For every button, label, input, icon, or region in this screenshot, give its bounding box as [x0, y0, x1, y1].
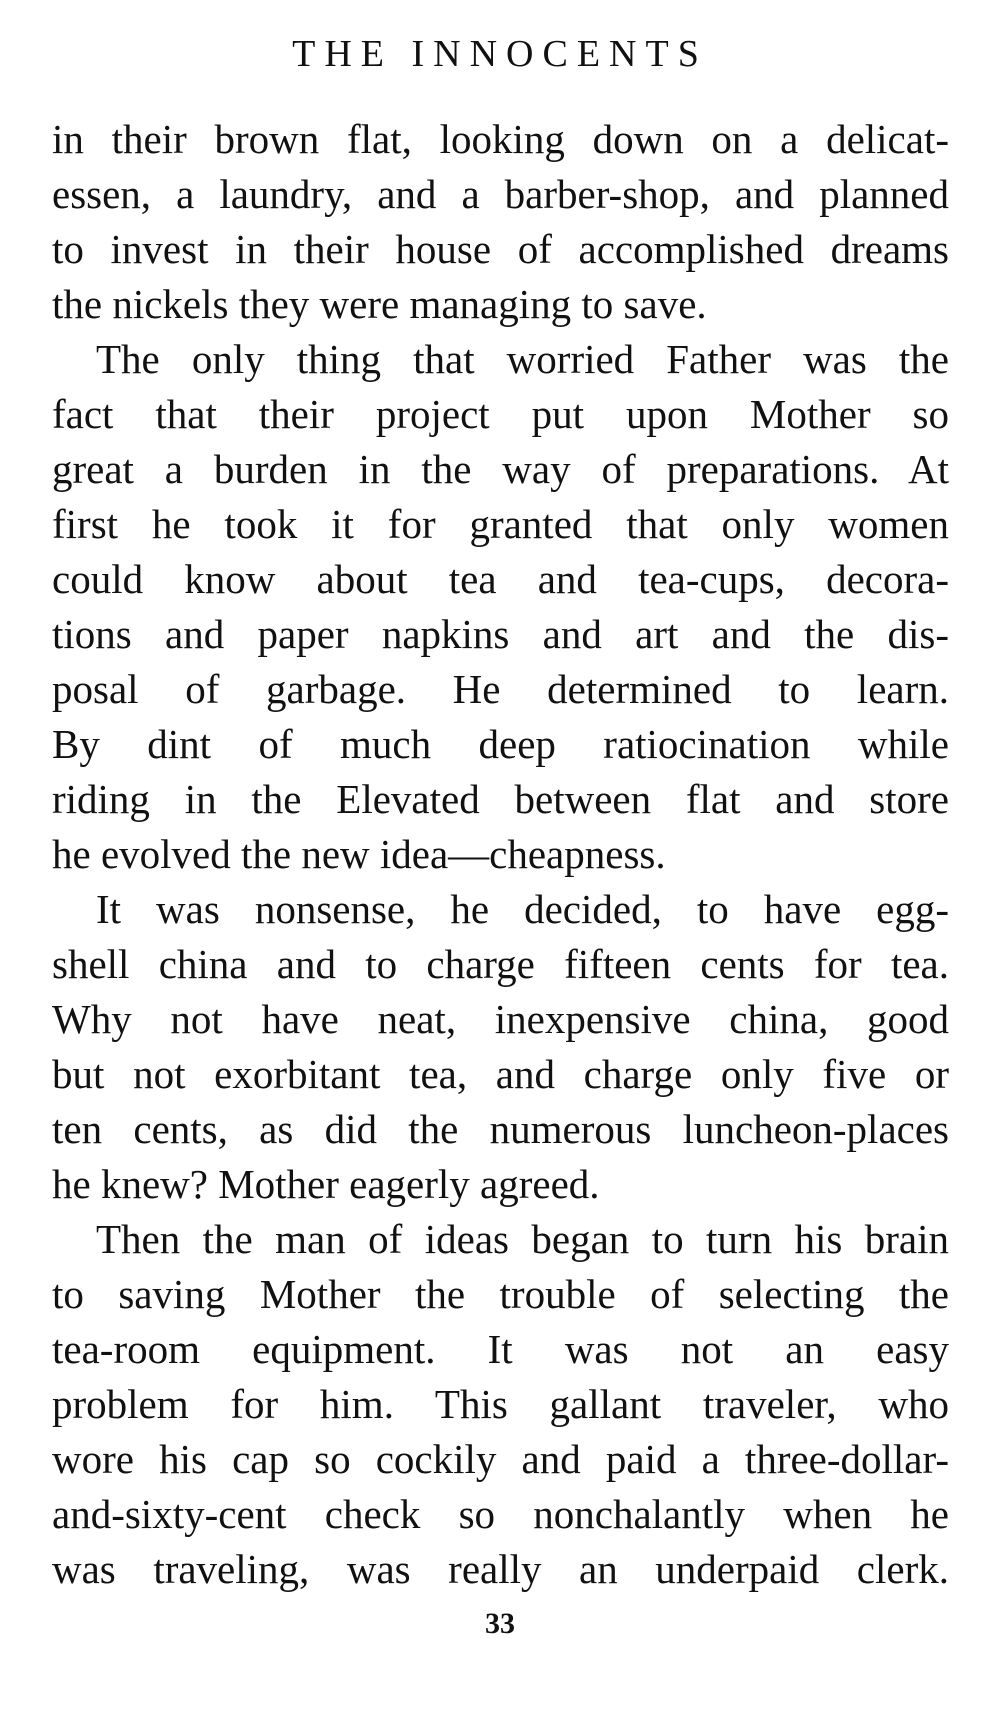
text-line: to invest in their house of accomplished dreams	[52, 226, 949, 272]
text-line: tea-room equipment. It was not an easy	[52, 1326, 949, 1372]
text-line: By dint of much deep ratiocination while	[52, 721, 949, 767]
text-line: the nickels they were managing to save.	[52, 281, 707, 327]
text-line: but not exorbitant tea, and charge only five or	[52, 1051, 949, 1097]
text-line: in their brown flat, looking down on a delicat-	[52, 116, 949, 162]
text-line: fact that their project put upon Mother so	[52, 391, 949, 437]
text-line: riding in the Elevated between flat and store	[52, 776, 949, 822]
text-line: was traveling, was really an underpaid clerk.	[52, 1546, 949, 1592]
text-line: shell china and to charge fifteen cents for tea.	[52, 941, 949, 987]
text-line: Why not have neat, inexpensive china, good	[52, 996, 949, 1042]
text-line: tions and paper napkins and art and the dis-	[52, 611, 949, 657]
text-line: to saving Mother the trouble of selecting the	[52, 1271, 949, 1317]
text-line: It was nonsense, he decided, to have egg-	[96, 886, 949, 932]
text-line: great a burden in the way of preparations. At	[52, 446, 949, 492]
text-line: The only thing that worried Father was the	[96, 336, 949, 382]
text-line: ten cents, as did the numerous luncheon-places	[52, 1106, 949, 1152]
text-line: posal of garbage. He determined to learn.	[52, 666, 949, 712]
running-title: THE INNOCENTS	[292, 33, 708, 75]
text-line: could know about tea and tea-cups, decora-	[52, 556, 949, 602]
text-line: he knew? Mother eagerly agreed.	[52, 1161, 600, 1207]
text-line: first he took it for granted that only women	[52, 501, 949, 547]
page-number: 33	[485, 1607, 515, 1640]
body-text	[52, 112, 949, 1597]
text-line: wore his cap so cockily and paid a three-dollar-	[52, 1436, 949, 1482]
text-line: and-sixty-cent check so nonchalantly when he	[52, 1491, 949, 1537]
text-line: Then the man of ideas began to turn his brain	[96, 1216, 949, 1262]
text-line: he evolved the new idea—cheapness.	[52, 831, 666, 877]
text-line: essen, a laundry, and a barber-shop, and planned	[52, 171, 949, 217]
text-line: problem for him. This gallant traveler, who	[52, 1381, 949, 1427]
